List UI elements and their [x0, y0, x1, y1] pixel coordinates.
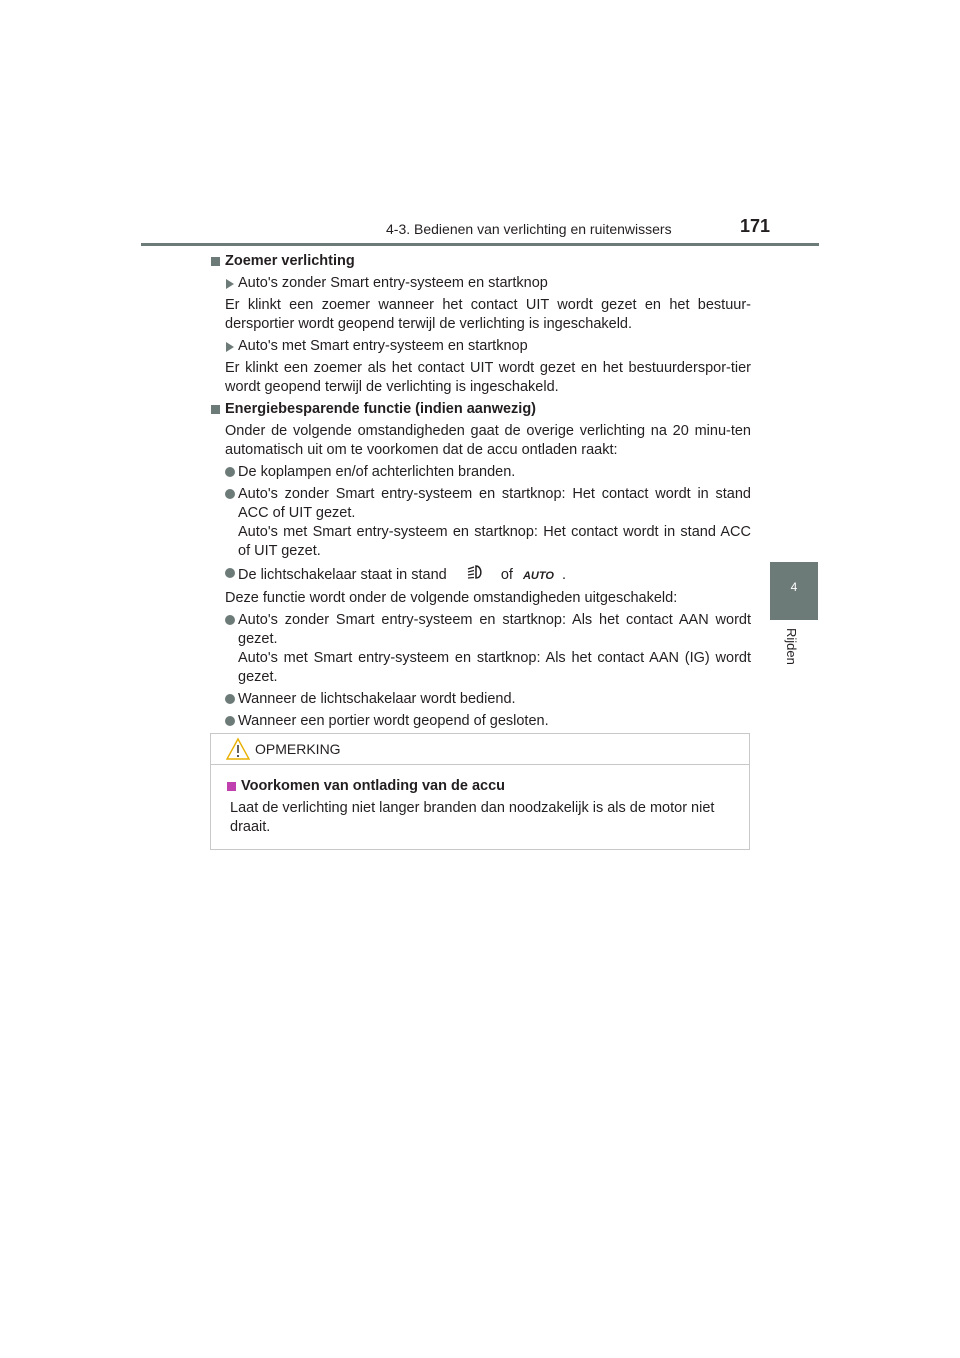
paragraph-buzzer-1: Er klinkt een zoemer wanneer het contact UIT wordt gezet en het bestuur-dersportier wordt geopend terwijl de verlichting is ingeschakeld. [225, 297, 751, 332]
subheading-with-smart-entry: Auto's met Smart entry-systeem en startknop [211, 337, 751, 356]
list-item: Wanneer een portier wordt geopend of gesloten. [211, 712, 751, 731]
paragraph-buzzer-2: Er klinkt een zoemer als het contact UIT wordt gezet en het bestuurderspor-tier wordt geopend terwijl de verlichting is ingeschakeld. [225, 360, 751, 395]
headlight-icon [467, 564, 485, 586]
notice-header [211, 734, 749, 765]
list-item-text: Auto's met Smart entry-systeem en startknop: Als het contact AAN (IG) wordt gezet. [238, 650, 751, 685]
list-item: De koplampen en/of achterlichten branden. [211, 463, 751, 482]
list-item [211, 611, 751, 687]
list-item [211, 564, 751, 586]
list-item: Wanneer de lichtschakelaar wordt bediend. [211, 690, 751, 709]
list-item-text: Auto's zonder Smart entry-systeem en startknop: Het contact wordt in stand ACC of UIT gezet. [238, 486, 751, 521]
notice-body [211, 765, 749, 837]
warning-triangle-icon [225, 737, 251, 766]
chapter-tab-label: Rijden [784, 628, 799, 665]
chapter-tab-number: 4 [790, 580, 798, 594]
notice-heading: Voorkomen van ontlading van de accu [227, 777, 739, 796]
chapter-tab[interactable] [770, 562, 818, 620]
main-content [211, 252, 751, 734]
list-item-text: De lichtschakelaar staat in stand [238, 566, 447, 583]
list-item-text: Auto's met Smart entry-systeem en startknop: Het contact wordt in stand ACC of UIT gezet. [238, 524, 751, 559]
auto-label: AUTO [522, 569, 554, 582]
paragraph-energy-intro: Onder de volgende omstandigheden gaat de overige verlichting na 20 minu-ten automatisch uit om te voorkomen dat de accu ontladen raakt: [225, 423, 751, 458]
page-number: 171 [740, 216, 771, 236]
paragraph-cancel-intro: Deze functie wordt onder de volgende omstandigheden uitgeschakeld: [225, 590, 678, 606]
header-rule [141, 243, 819, 246]
notice-title: OPMERKING [255, 741, 341, 757]
notice-box [210, 733, 750, 850]
list-item-text: of [500, 566, 513, 583]
section-heading-energy: Energiebesparende functie (indien aanwezig) [211, 400, 751, 419]
subheading-without-smart-entry: Auto's zonder Smart entry-systeem en startknop [211, 274, 751, 293]
list-item-text: Auto's zonder Smart entry-systeem en startknop: Als het contact AAN wordt gezet. [238, 612, 751, 647]
list-item-text: . [561, 566, 566, 583]
notice-text: Laat de verlichting niet langer branden dan noodzakelijk is als de motor niet draait. [230, 800, 715, 835]
list-item [211, 485, 751, 561]
section-heading-buzzer: Zoemer verlichting [211, 252, 751, 271]
header-title: 4-3. Bedienen van verlichting en ruitenwissers [386, 221, 672, 237]
